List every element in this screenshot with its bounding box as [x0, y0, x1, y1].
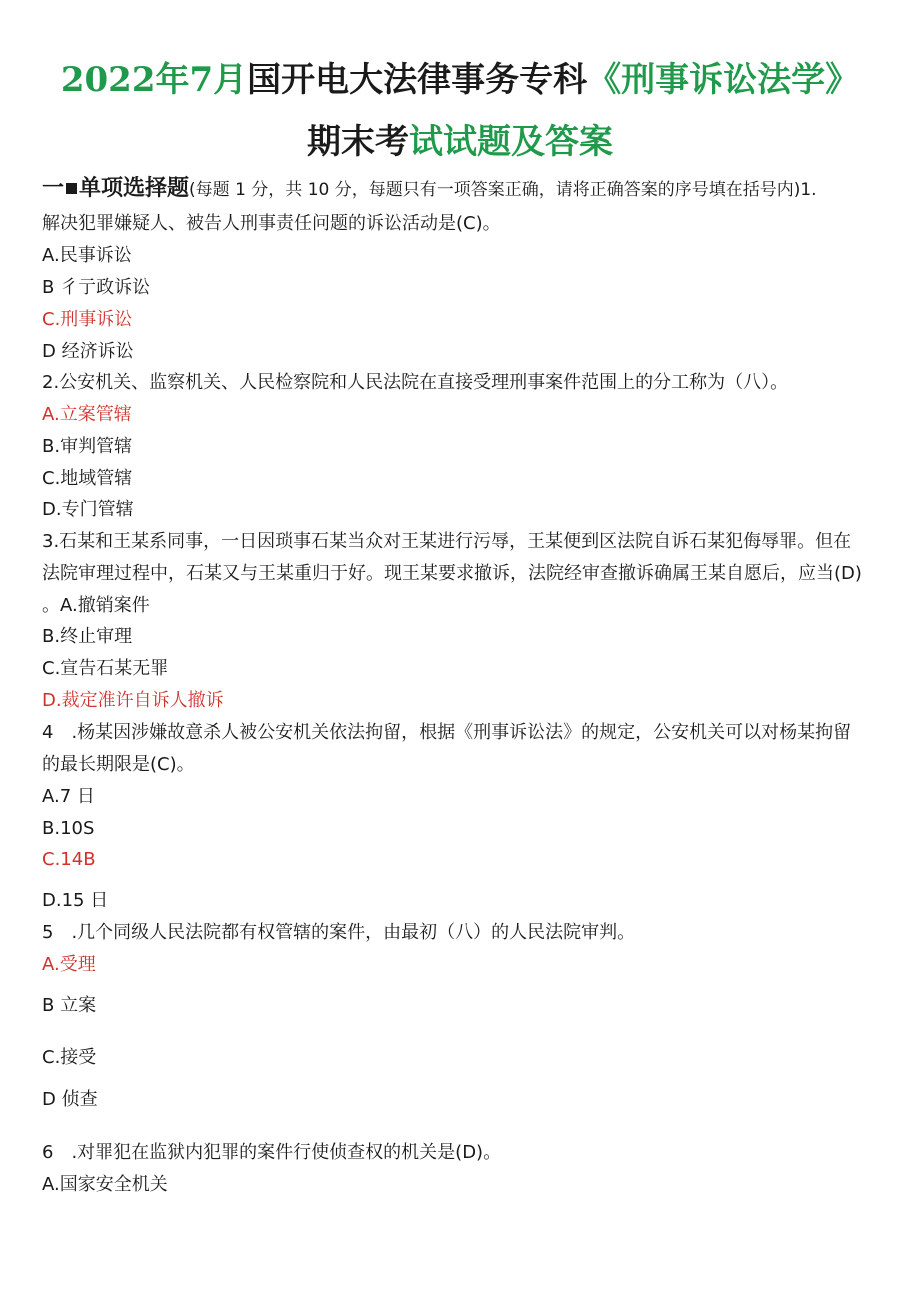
title-school: 国开电大法律事务专科 — [247, 60, 588, 100]
q4-option-a: A.7 日 — [42, 786, 95, 807]
q5-option-a-answer: A.受理 — [42, 954, 96, 975]
question-3-stem-line-1: 3.石某和王某系同事，一日因琐事石某当众对王某进行污辱，王某便到区法院自诉石某犯侮辱罪。但在 — [42, 531, 852, 552]
q1-option-a: A.民事诉讼 — [42, 245, 132, 266]
document-title-line-1 — [0, 52, 920, 101]
section-heading — [42, 176, 882, 203]
q2-option-a-answer: A.立案管辖 — [42, 404, 132, 425]
q4-option-c-answer: C.14B — [42, 849, 96, 870]
question-3-stem-line-2: 法院审理过程中，石某又与王某重归于好。现王某要求撤诉，法院经审查撤诉确属王某自愿后，应当(D) — [42, 563, 862, 584]
q1-option-b: B 彳亍政诉讼 — [42, 277, 151, 298]
title-questions-answers: 试试题及答案 — [409, 122, 613, 162]
document-title-line-2 — [0, 114, 920, 163]
q5-option-d: D 侦查 — [42, 1089, 98, 1110]
q5-option-c: C.接受 — [42, 1047, 97, 1068]
section-instructions: (每题 1 分，共 10 分，每题只有一项答案正确，请将正确答案的序号填在括号内)1. — [189, 180, 817, 200]
title-year-month: 2022年7月 — [60, 60, 248, 100]
q4-option-d: D.15 日 — [42, 890, 109, 911]
q3-option-b: B.终止审理 — [42, 626, 133, 647]
square-bullet-icon — [66, 183, 77, 194]
q5-option-b: B 立案 — [42, 995, 97, 1016]
q1-option-c-answer: C.刑事诉讼 — [42, 309, 133, 330]
section-title: 单项选择题 — [79, 176, 190, 201]
q3-option-d-answer: D.裁定准许自诉人撤诉 — [42, 690, 224, 711]
question-4-stem-line-2: 的最长期限是(C)。 — [42, 754, 195, 775]
q2-option-d: D.专门管辖 — [42, 499, 134, 520]
section-dash: 一 — [42, 176, 65, 201]
q3-option-a: 。A.撤销案件 — [42, 595, 150, 616]
question-4-stem-line-1: 4 .杨某因涉嫌故意杀人被公安机关依法拘留，根据《刑事诉讼法》的规定，公安机关可以对杨某拘留 — [42, 722, 852, 743]
q6-option-a: A.国家安全机关 — [42, 1174, 168, 1195]
q1-option-d: D 经济诉讼 — [42, 341, 134, 362]
q2-option-b: B.审判管辖 — [42, 436, 133, 457]
question-1-stem: 解决犯罪嫌疑人、被告人刑事责任问题的诉讼活动是(C)。 — [42, 213, 501, 234]
question-5-stem: 5 .几个同级人民法院都有权管辖的案件，由最初（八）的人民法院审判。 — [42, 922, 636, 943]
q2-option-c: C.地域管辖 — [42, 468, 133, 489]
question-6-stem: 6 .对罪犯在监狱内犯罪的案件行使侦查权的机关是(D)。 — [42, 1142, 502, 1163]
q3-option-c: C.宣告石某无罪 — [42, 658, 169, 679]
q4-option-b: B.10S — [42, 818, 95, 839]
question-2-stem: 2.公安机关、监察机关、人民检察院和人民法院在直接受理刑事案件范围上的分工称为（八）。 — [42, 372, 789, 393]
title-course: 《刑事诉讼法学》 — [587, 60, 860, 100]
title-exam: 期末考 — [307, 122, 409, 162]
